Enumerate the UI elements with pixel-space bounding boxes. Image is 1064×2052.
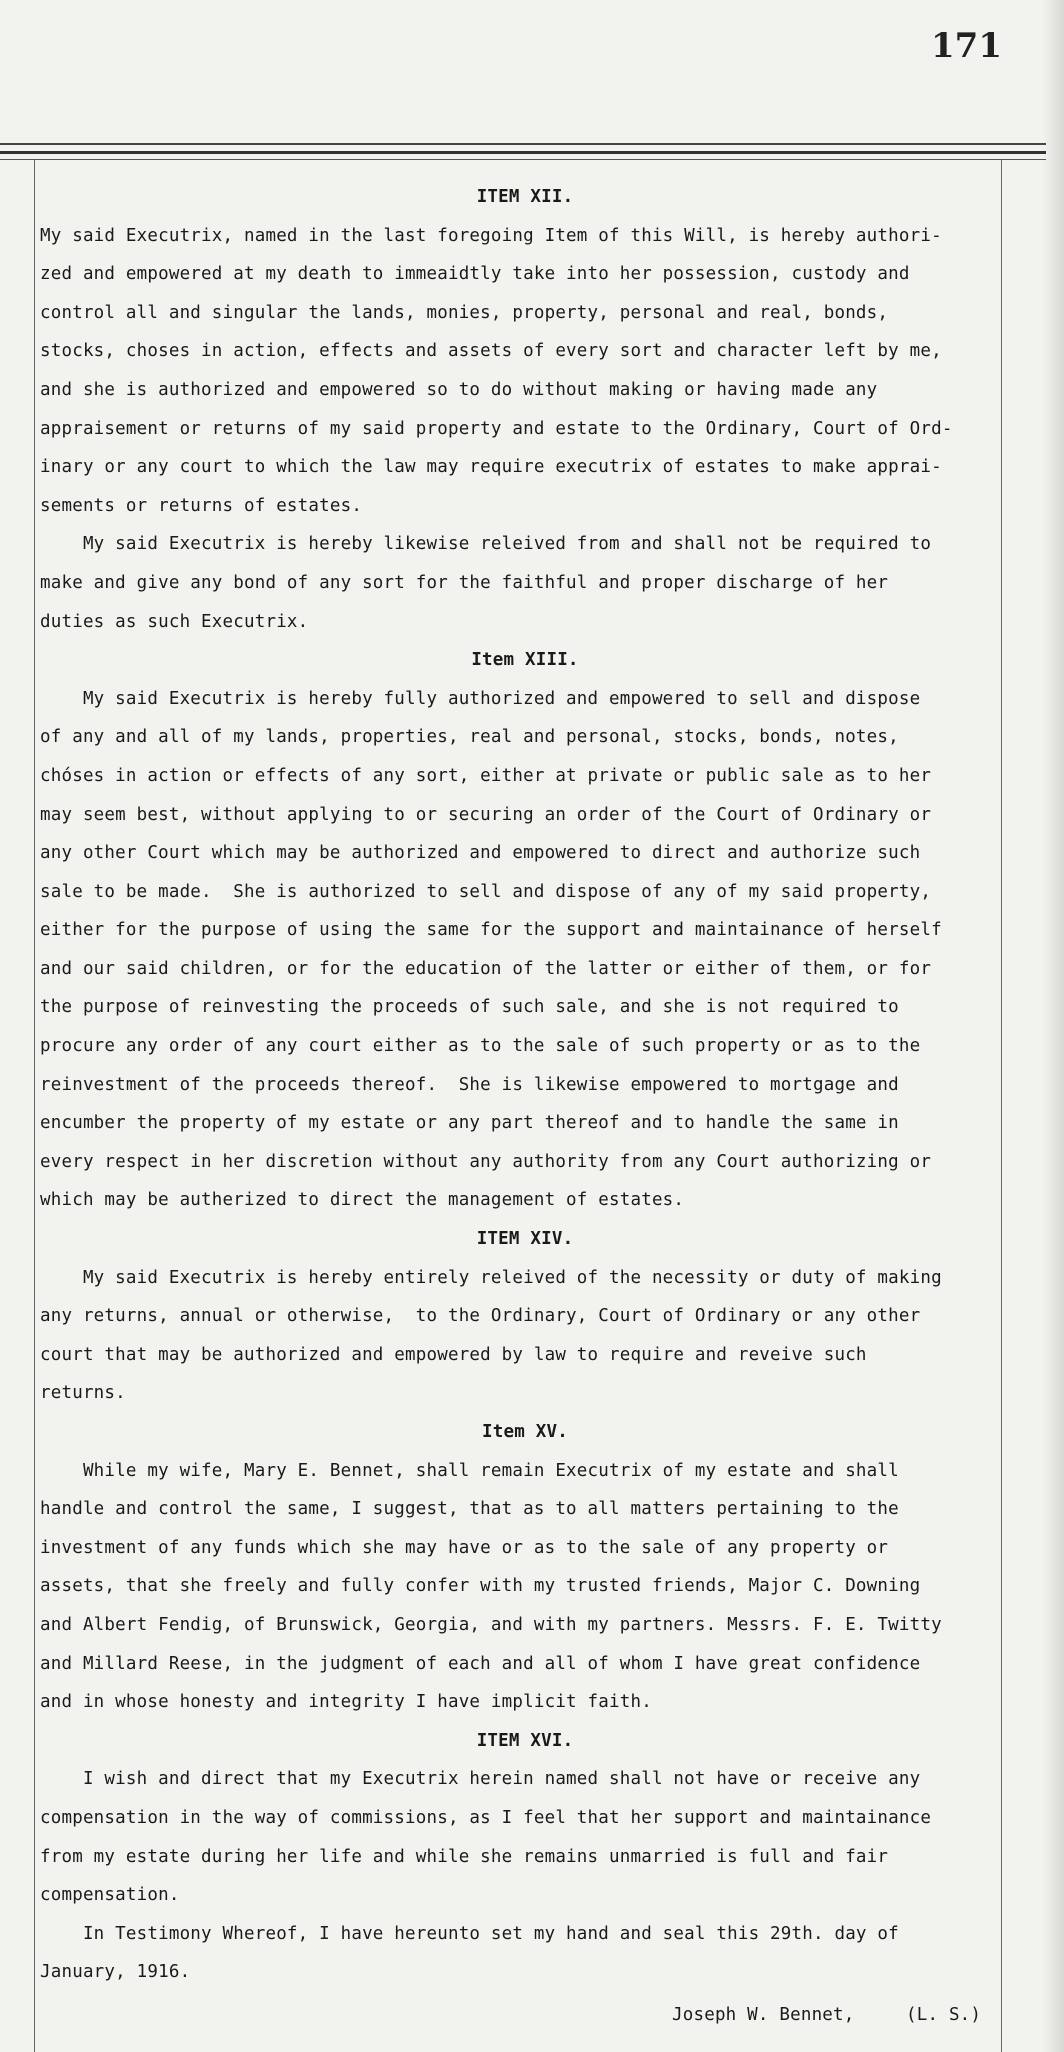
paragraph [40,680,1010,1220]
text-line: of any and all of my lands, properties, real and personal, stocks, bonds, notes, [40,727,899,748]
text-line: appraisement or returns of my said property and estate to the Ordinary, Court of Ord- [40,418,953,439]
text-line: reinvestment of the proceeds thereof. She is likewise empowered to mortgage and [40,1074,899,1095]
text-line: sale to be made. She is authorized to sell and dispose of any of my said property, [40,881,932,902]
text-line: My said Executrix, named in the last foregoing Item of this Will, is hereby authori- [40,225,942,246]
text-line: compensation. [40,1885,180,1906]
text-line: handle and control the same, I suggest, that as to all matters pertaining to the [40,1499,899,1520]
page-edge-shadow [1042,0,1064,2052]
paragraph [40,525,1010,641]
text-line: every respect in her discretion without any authority from any Court authorizing or [40,1151,932,1172]
text-line: from my estate during her life and while she remains unmarried is full and fair [40,1846,889,1867]
text-line: any other Court which may be authorized and empowered to direct and authorize such [40,843,921,864]
text-line: assets, that she freely and fully confer with my trusted friends, Major C. Downing [40,1576,921,1597]
text-line: While my wife, Mary E. Bennet, shall remain Executrix of my estate and shall [40,1460,899,1481]
section-heading: Item XIII. [471,650,579,671]
text-line: and Albert Fendig, of Brunswick, Georgia, and with my partners. Messrs. F. E. Twitty [40,1614,942,1635]
text-line: stocks, choses in action, effects and assets of every sort and character left by me, [40,341,942,362]
signature-seal: (L. S.) [906,2004,982,2025]
text-line: and she is authorized and empowered so to do without making or having made any [40,379,878,400]
paragraph [40,1259,1010,1413]
section-heading: ITEM XVI. [476,1730,574,1751]
paragraph [40,1915,1010,1992]
text-line: inary or any court to which the law may require executrix of estates to make apprai- [40,457,942,478]
text-line: duties as such Executrix. [40,611,309,632]
section-heading: ITEM XII. [476,187,574,207]
text-line: chóses in action or effects of any sort, either at private or public sale as to her [40,765,932,786]
text-line: any returns, annual or otherwise, to the Ordinary, Court of Ordinary or any other [40,1306,921,1327]
text-line: and in whose honesty and integrity I have implicit faith. [40,1692,652,1713]
signature-block [40,1992,1010,2032]
text-line: My said Executrix is hereby likewise releived from and shall not be required to [40,534,932,555]
paragraph [40,1760,1010,1914]
page-number: 171 [931,26,1002,66]
header-rule [0,143,1046,145]
text-line: investment of any funds which she may have or as to the sale of any property or [40,1537,889,1558]
text-line: which may be autherized to direct the management of estates. [40,1190,685,1211]
signature-name: Joseph W. Bennet, [672,2004,855,2025]
header-rule-thin [0,159,1046,160]
section-heading: ITEM XIV. [476,1229,574,1250]
text-line: procure any order of any court either as to the sale of such property or as to the [40,1036,921,1057]
text-line: and Millard Reese, in the judgment of each and all of whom I have great confidence [40,1653,921,1674]
text-line: sements or returns of estates. [40,495,363,516]
will-document-body [40,178,1010,2032]
text-line: the purpose of reinvesting the proceeds of such sale, and she is not required to [40,997,899,1018]
text-line: My said Executrix is hereby fully authorized and empowered to sell and dispose [40,688,921,709]
header-rule-thick [0,151,1046,154]
text-line: compensation in the way of commissions, as I feel that her support and maintainance [40,1807,932,1828]
text-line: court that may be authorized and empowered by law to require and reveive such [40,1344,867,1365]
text-line: make and give any bond of any sort for the faithful and proper discharge of her [40,572,889,593]
section-heading: Item XV. [482,1422,568,1442]
paragraph [40,217,1010,526]
text-line: may seem best, without applying to or securing an order of the Court of Ordinary or [40,804,932,825]
text-line: either for the purpose of using the same for the support and maintainance of herself [40,920,942,941]
text-line: I wish and direct that my Executrix herein named shall not have or receive any [40,1769,921,1790]
text-line: My said Executrix is hereby entirely releived of the necessity or duty of making [40,1267,942,1288]
text-line: and our said children, or for the education of the latter or either of them, or for [40,958,932,979]
text-line: In Testimony Whereof, I have hereunto set my hand and seal this 29th. day of [40,1923,899,1944]
text-line: control all and singular the lands, monies, property, personal and real, bonds, [40,302,889,323]
paragraph [40,1452,1010,1722]
left-margin-line [34,160,35,2052]
text-line: returns. [40,1383,126,1404]
text-line: encumber the property of my estate or any part thereof and to handle the same in [40,1113,899,1134]
text-line: zed and empowered at my death to immeaidtly take into her possession, custody and [40,264,910,285]
text-line: January, 1916. [40,1962,191,1983]
